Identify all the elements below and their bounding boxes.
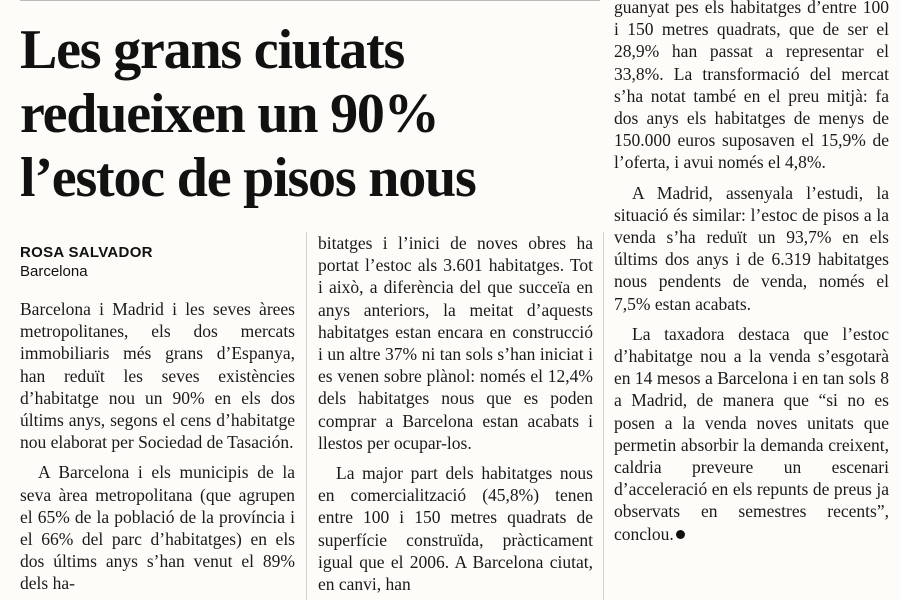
byline <box>20 244 295 281</box>
paragraph: guanyat pes els habitatges d’entre 100 i 150 metres quadrats, que de ser el 28,9% han passat a representar el 33,8%. La transformació del mercat s’ha notat també en el preu mitjà: fa dos anys els habitatges de menys de 150.000 euros suposaven el 15,9% de l’oferta, i avui només el 4,8%. <box>614 0 889 173</box>
column-divider <box>306 232 307 600</box>
headline-line-2: redueixen un 90% <box>20 83 439 145</box>
paragraph-text: La taxadora destaca que l’estoc d’habitatge nou a la venda s’esgotarà en 14 mesos a Barcelona i en tan sols 8 a Madrid, de manera que “si no es posen a la venda noves unitats que permetin absorbir la demanda creixent, caldria preveure un escenari d’acceleració en els repunts de preus ja observats en semestres recents”, conclou. <box>614 323 889 544</box>
headline-line-1: Les grans ciutats <box>20 19 405 81</box>
headline-line-3: l’estoc de pisos nous <box>20 147 476 209</box>
paragraph: A Barcelona i els municipis de la seva àrea metropolitana (que agrupen el 65% de la població de la província i el 66% del parc d’habitatges) en els dos últims anys s’han venut el 89% dels ha- <box>20 462 295 594</box>
article-column-3 <box>614 0 889 600</box>
byline-author: ROSA SALVADOR <box>20 244 153 261</box>
column-divider <box>603 232 604 600</box>
paragraph: A Madrid, assenyala l’estudi, la situació és similar: l’estoc de pisos a la venda s’ha reduït un 93,7% en els últims dos anys i de 6.319 habitatges nous pendents de venda, només el 7,5% estan acabats. <box>614 182 889 314</box>
article-headline <box>20 18 610 210</box>
article-column-2 <box>318 232 593 600</box>
paragraph: La major part dels habitatges nous en comercialització (45,8%) tenen entre 100 i 150 metres quadrats de superfície construïda, pràcticament igual que el 2006. A Barcelona ciutat, en canvi, han <box>318 463 593 595</box>
article-column-1 <box>20 298 295 600</box>
paragraph: Barcelona i Madrid i les seves àrees metropolitanes, els dos mercats immobiliaris més grans d’Espanya, han reduït les seves existències d’habitatge nou un 90% en els dos últims anys, segons el cens d’habitatge nou elaborat per Sociedad de Tasación. <box>20 299 295 453</box>
top-rule <box>20 0 600 1</box>
byline-place: Barcelona <box>20 263 88 280</box>
paragraph-final <box>614 323 889 545</box>
end-of-article-bullet-icon <box>676 530 685 539</box>
paragraph: bitatges i l’inici de noves obres ha portat l’estoc als 3.601 habitatges. Tot i això, a diferència del que succeïa en anys anteriors, la meitat d’aquests habitatges estan encara en construcció i un altre 37% ni tan sols s’han iniciat i es venen sobre plànol: només el 12,4% dels habitatges nous que es poden comprar a Barcelona estan acabats i llestos per ocupar-los. <box>318 233 593 453</box>
